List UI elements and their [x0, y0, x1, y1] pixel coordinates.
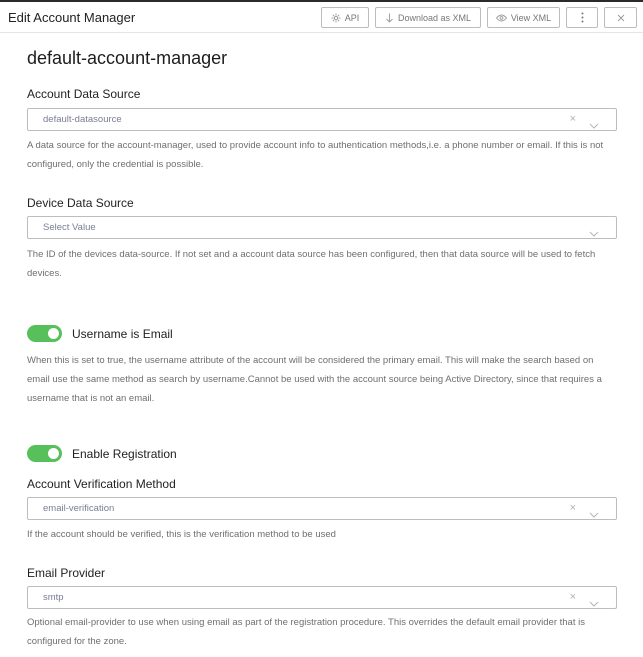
download-xml-button[interactable] — [375, 7, 481, 28]
download-icon — [385, 13, 394, 23]
more-options-button[interactable] — [566, 7, 598, 28]
chevron-down-icon[interactable] — [589, 224, 599, 242]
page-title: default-account-manager — [27, 48, 228, 68]
clear-icon[interactable]: × — [569, 113, 576, 125]
account-verification-method-help: If the account should be verified, this is the verification method to be used — [27, 529, 336, 540]
enable-registration-row — [27, 445, 177, 462]
eye-icon — [496, 14, 507, 22]
api-button[interactable] — [321, 7, 369, 28]
account-verification-method-label: Account Verification Method — [27, 477, 176, 491]
view-xml-label: View XML — [510, 12, 552, 23]
clear-icon[interactable]: × — [569, 591, 576, 603]
toggle-knob — [48, 328, 59, 339]
chevron-down-icon[interactable] — [589, 116, 599, 134]
clear-icon[interactable]: × — [569, 502, 576, 514]
enable-registration-toggle[interactable] — [27, 445, 62, 462]
username-is-email-row — [27, 325, 173, 342]
dialog-title: Edit Account Manager — [8, 10, 136, 25]
close-icon — [617, 14, 625, 22]
api-button-label: API — [344, 12, 360, 23]
form-content — [0, 33, 643, 657]
enable-registration-label: Enable Registration — [72, 446, 177, 461]
account-verification-method-select[interactable] — [27, 497, 617, 520]
username-is-email-help: When this is set to true, the username attribute of the account will be considered the primary email. This will make the search based on email use the same method as search by username.Cannot be used with the account source being Active Directory, since that requires a username that is not an email. — [27, 355, 602, 404]
device-data-source-help: The ID of the devices data-source. If not set and a account data source has been configured, then that data source will be used to fetch devices. — [27, 249, 596, 279]
username-is-email-toggle[interactable] — [27, 325, 62, 342]
api-icon — [331, 13, 341, 23]
account-data-source-help: A data source for the account-manager, used to provide account info to authentication methods,i.e. a phone number or email. If this is not configured, only the credential is possible. — [27, 140, 604, 170]
account-verification-method-value: email-verification — [43, 503, 115, 514]
email-provider-select[interactable] — [27, 586, 617, 609]
view-xml-button[interactable] — [487, 7, 560, 28]
device-data-source-label: Device Data Source — [27, 196, 134, 210]
account-data-source-label: Account Data Source — [27, 87, 141, 101]
device-data-source-placeholder: Select Value — [43, 222, 96, 233]
email-provider-help: Optional email-provider to use when using email as part of the registration procedure. This overrides the default email provider that is configured for the zone. — [27, 617, 585, 647]
username-is-email-label: Username is Email — [72, 326, 173, 341]
device-data-source-select[interactable] — [27, 216, 617, 239]
chevron-down-icon[interactable] — [589, 594, 599, 612]
email-provider-label: Email Provider — [27, 566, 106, 580]
download-xml-label: Download as XML — [397, 12, 472, 23]
chevron-down-icon[interactable] — [589, 505, 599, 523]
close-button[interactable] — [604, 7, 637, 28]
more-vertical-icon — [581, 12, 584, 23]
account-data-source-value: default-datasource — [43, 114, 122, 125]
email-provider-value: smtp — [43, 592, 64, 603]
account-data-source-select[interactable] — [27, 108, 617, 131]
dialog-header — [0, 2, 643, 33]
toggle-knob — [48, 448, 59, 459]
